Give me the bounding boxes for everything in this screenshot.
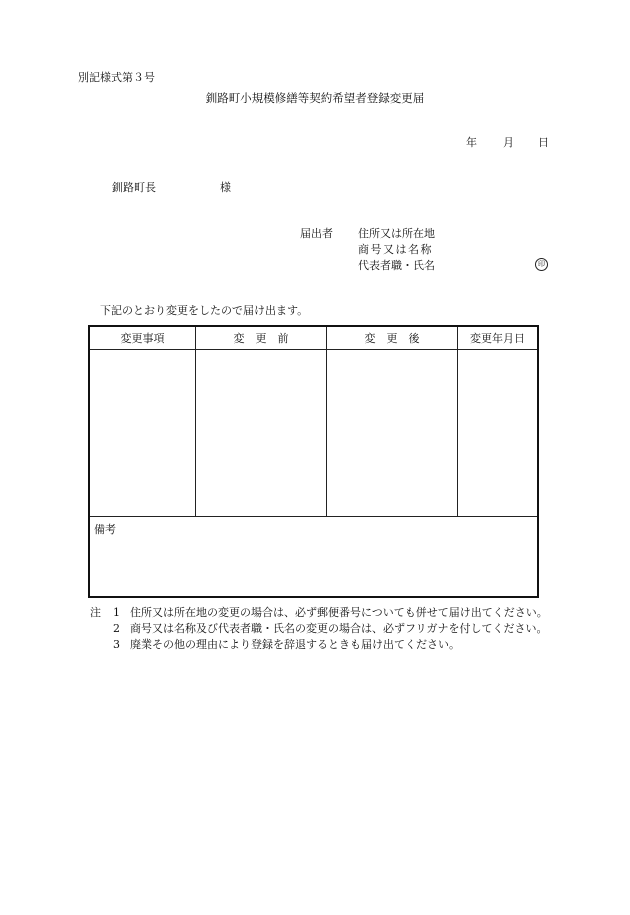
applicant-label: 届出者 bbox=[300, 227, 333, 240]
date-day-label: 日 bbox=[538, 136, 549, 149]
seal-mark: 印 bbox=[535, 258, 548, 271]
form-title: 釧路町小規模修繕等契約希望者登録変更届 bbox=[205, 91, 425, 105]
form-number: 別記様式第３号 bbox=[78, 71, 155, 84]
applicant-representative-label: 代表者職・氏名 bbox=[358, 259, 435, 272]
date-year-label: 年 bbox=[466, 136, 477, 149]
header-change-date: 変更年月日 bbox=[470, 332, 525, 345]
note-text: 廃業その他の理由により登録を辞退するときも届け出てください。 bbox=[130, 638, 460, 651]
column-divider bbox=[195, 327, 196, 516]
note-number: 2 bbox=[113, 622, 120, 635]
note-number: 1 bbox=[113, 606, 120, 619]
remarks-label: 備考 bbox=[94, 523, 116, 536]
remarks-divider bbox=[90, 516, 537, 517]
notes-prefix: 注 bbox=[90, 606, 101, 619]
change-table bbox=[88, 325, 539, 598]
header-change-item: 変更事項 bbox=[120, 332, 165, 345]
date-month-label: 月 bbox=[503, 136, 514, 149]
note-text: 住所又は所在地の変更の場合は、必ず郵便番号についても併せて届け出てください。 bbox=[130, 606, 548, 619]
header-after-change: 変 更 後 bbox=[364, 332, 420, 345]
applicant-trade-name-label: 商号又は名称 bbox=[358, 243, 433, 256]
header-divider bbox=[90, 349, 537, 350]
intro-text: 下記のとおり変更をしたので届け出ます。 bbox=[100, 304, 309, 317]
addressee-name: 釧路町長 bbox=[112, 181, 156, 194]
column-divider bbox=[457, 327, 458, 516]
applicant-address-label: 住所又は所在地 bbox=[358, 227, 435, 240]
note-number: 3 bbox=[113, 638, 120, 651]
note-text: 商号又は名称及び代表者職・氏名の変更の場合は、必ずフリガナを付してください。 bbox=[130, 622, 548, 635]
column-divider bbox=[326, 327, 327, 516]
addressee-honorific: 様 bbox=[220, 181, 231, 194]
header-before-change: 変 更 前 bbox=[233, 332, 289, 345]
